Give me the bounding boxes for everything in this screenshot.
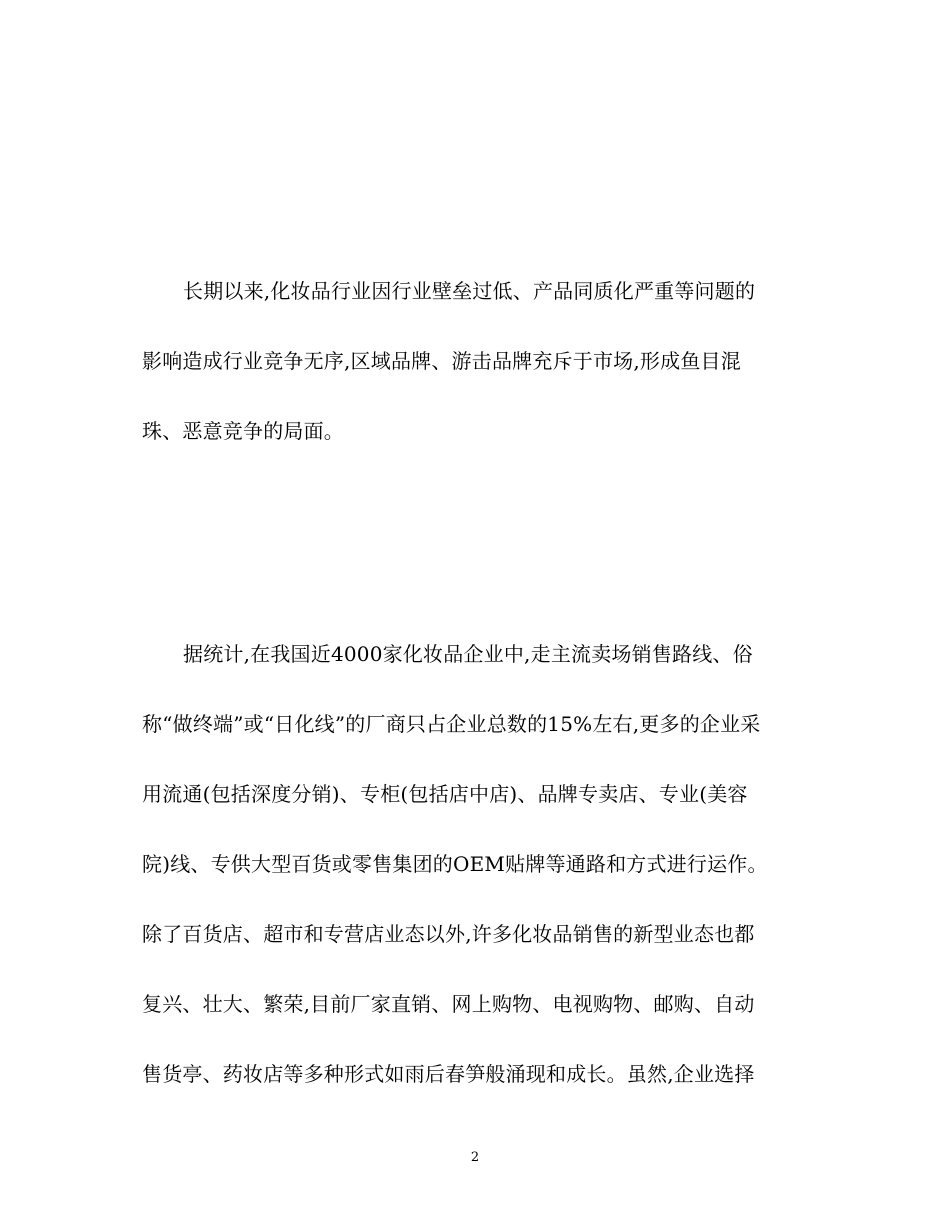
paragraph-2-line-5: 除了百货店、超市和专营店业态以外,许多化妆品销售的新型业态也都 [142,922,755,946]
paragraph-2-line-4: 院)线、专供大型百货或零售集团的OEM贴牌等通路和方式进行运作。 [142,852,768,876]
paragraph-2-line-1: 据统计,在我国近4000家化妆品企业中,走主流卖场销售路线、俗 [183,642,753,666]
page-number: 2 [470,1150,480,1165]
paragraph-2-line-7: 售货亭、药妆店等多种形式如雨后春笋般涌现和成长。虽然,企业选择 [142,1062,755,1086]
paragraph-2-line-2: 称“做终端”或“日化线”的厂商只占企业总数的15%左右,更多的企业采 [142,712,761,736]
paragraph-1-line-3: 珠、恶意竞争的局面。 [142,419,344,443]
paragraph-2-line-6: 复兴、壮大、繁荣,目前厂家直销、网上购物、电视购物、邮购、自动 [142,992,755,1016]
paragraph-2-line-3: 用流通(包括深度分销)、专柜(包括店中店)、品牌专卖店、专业(美容 [142,782,748,806]
paragraph-1-line-1: 长期以来,化妆品行业因行业壁垒过低、产品同质化严重等问题的 [183,279,756,303]
paragraph-1-line-2: 影响造成行业竞争无序,区域品牌、游击品牌充斥于市场,形成鱼目混 [142,349,741,373]
